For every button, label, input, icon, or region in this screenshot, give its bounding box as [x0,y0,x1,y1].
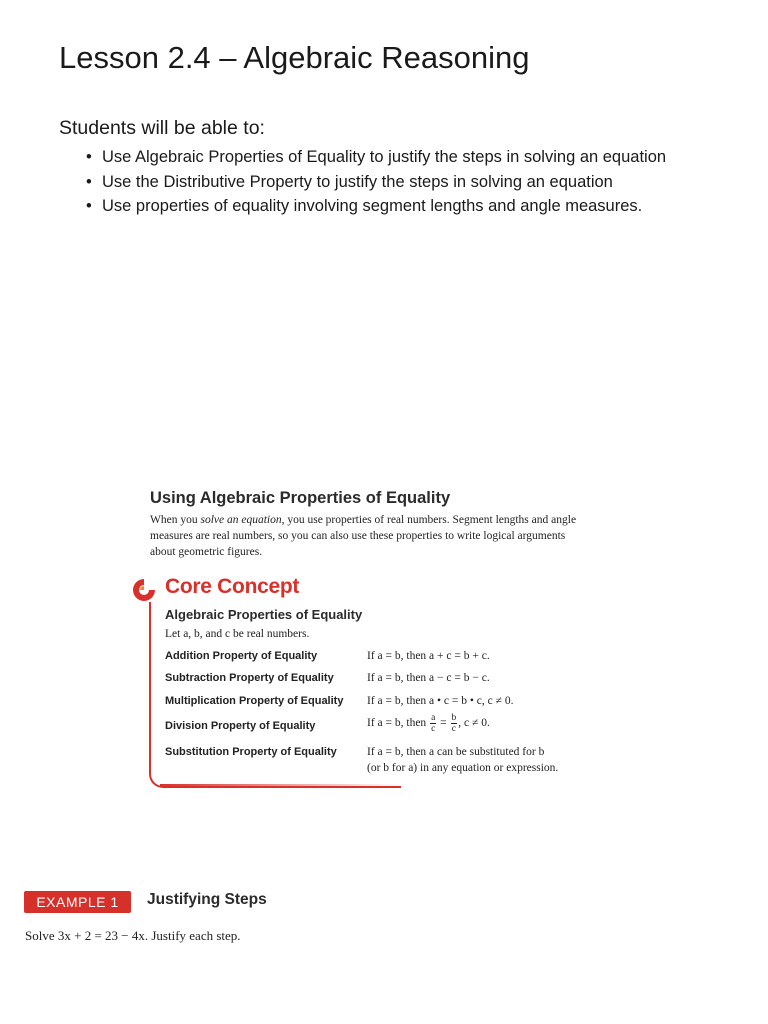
example-title: Justifying Steps [147,891,267,908]
fraction: $\frac{b}{c}$ [451,713,457,734]
property-name: Substitution Property of Equality [165,746,337,758]
objectives-list [86,145,666,219]
objective-item: • Use the Distributive Property to justify the steps in solving an equation [86,172,613,191]
property-name: Multiplication Property of Equality [165,695,344,707]
property-rule-continued: (or b for a) in any equation or expression. [367,762,559,774]
core-concept-subtitle: Algebraic Properties of Equality [165,607,363,622]
core-concept-swirl-icon [131,577,157,603]
property-rule: If a = b, then a + c = b + c. [367,650,490,662]
property-rule: If a = b, then a − c = b − c. [367,672,490,684]
let-statement: Let a, b, and c be real numbers. [165,628,310,640]
objective-item: • Use properties of equality involving segment lengths and angle measures. [86,197,643,215]
property-rule: If a = b, then a can be substituted for b [367,746,545,758]
example-problem: Solve 3x + 2 = 23 − 4x. Justify each step. [25,928,241,943]
property-rule: If a = b, then a • c = b • c, c ≠ 0. [367,695,514,707]
objective-text: Use Algebraic Properties of Equality to justify the steps in solving an equation [102,148,667,166]
fraction: $\frac{a}{c}$ [431,713,436,734]
objective-text: Use properties of equality involving segment lengths and angle measures. [102,197,643,215]
property-name: Division Property of Equality [165,720,316,732]
objective-item: • Use Algebraic Properties of Equality to justify the steps in solving an equation [86,148,667,166]
core-concept-title: Core Concept [165,575,300,598]
section-heading: Using Algebraic Properties of Equality [150,489,451,507]
property-rule: If a = b, then $\frac{a}{c}$ = $\frac{b}{c}$ , c ≠ 0. [367,713,490,734]
property-name: Subtraction Property of Equality [165,672,334,684]
example-badge: EXAMPLE 1 [24,891,131,913]
section-body: When you solve an equation, you use properties of real numbers. Segment lengths and angle measures are real numbers, so you can also use these properties to write logical arguments about geometric figures. [150,514,577,558]
lesson-title: Lesson 2.4 – Algebraic Reasoning [59,40,530,75]
core-concept-border-fade [160,784,400,786]
objectives-intro: Students will be able to: [59,117,265,139]
property-name: Addition Property of Equality [165,650,318,662]
objective-text: Use the Distributive Property to justify the steps in solving an equation [102,172,613,191]
